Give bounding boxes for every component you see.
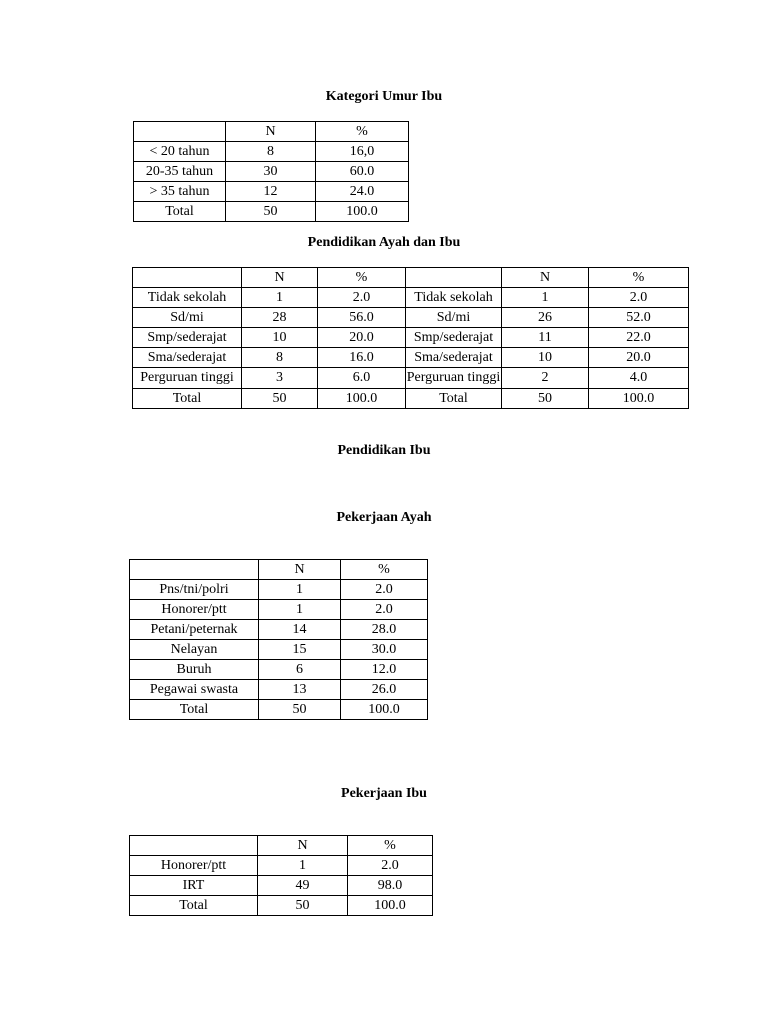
table-cell: 22.0: [589, 328, 689, 348]
table-cell: 8: [242, 348, 318, 368]
header-cell: N: [258, 836, 348, 856]
table-cell: 8: [226, 142, 316, 162]
table-header-row: [130, 836, 433, 856]
table-cell: Sma/sederajat: [406, 348, 502, 368]
table-row: [130, 660, 428, 680]
table-kategori-umur-ibu: [133, 121, 409, 222]
table-cell: 4.0: [589, 368, 689, 389]
table-cell: Tidak sekolah: [133, 288, 242, 308]
table-cell: 16.0: [318, 348, 406, 368]
table-row: [130, 600, 428, 620]
table-row: [130, 856, 433, 876]
table-cell: 16,0: [316, 142, 409, 162]
table-cell: Honorer/ptt: [130, 600, 259, 620]
table-row: [133, 348, 689, 368]
header-cell: [406, 268, 502, 288]
table-cell: 24.0: [316, 182, 409, 202]
table-row: [134, 142, 409, 162]
table-cell: 1: [259, 580, 341, 600]
table-body: [134, 122, 409, 222]
table-cell: Total: [406, 389, 502, 409]
table-cell: 28.0: [341, 620, 428, 640]
table-row: [130, 640, 428, 660]
table-cell: 11: [502, 328, 589, 348]
table-cell: Smp/sederajat: [406, 328, 502, 348]
table-cell: Total: [130, 896, 258, 916]
header-cell: %: [589, 268, 689, 288]
title-pendidikan-ayah-dan-ibu: Pendidikan Ayah dan Ibu: [307, 235, 461, 250]
table-cell: 100.0: [348, 896, 433, 916]
table-cell: 26.0: [341, 680, 428, 700]
table-cell: 28: [242, 308, 318, 328]
table-row: [134, 162, 409, 182]
table-row: [133, 389, 689, 409]
header-cell: N: [502, 268, 589, 288]
header-cell: [134, 122, 226, 142]
table-cell: > 35 tahun: [134, 182, 226, 202]
table-row: [134, 182, 409, 202]
table-cell: Sma/sederajat: [133, 348, 242, 368]
table-cell: 26: [502, 308, 589, 328]
header-cell: [130, 836, 258, 856]
table-cell: 50: [259, 700, 341, 720]
table-cell: Buruh: [130, 660, 259, 680]
table-cell: 20.0: [318, 328, 406, 348]
header-cell: N: [226, 122, 316, 142]
table-row: [133, 308, 689, 328]
table-cell: 50: [502, 389, 589, 409]
table-cell: Perguruan tinggi: [133, 368, 242, 389]
title-kategori-umur-ibu: Kategori Umur Ibu: [325, 89, 443, 104]
table-row: [130, 680, 428, 700]
table-cell: 52.0: [589, 308, 689, 328]
table-cell: Petani/peternak: [130, 620, 259, 640]
table-cell: 10: [502, 348, 589, 368]
table-cell: 49: [258, 876, 348, 896]
table-pendidikan-ayah-dan-ibu: [132, 267, 689, 409]
table-row: [133, 288, 689, 308]
table-cell: Total: [133, 389, 242, 409]
table-cell: 2: [502, 368, 589, 389]
table-cell: 1: [502, 288, 589, 308]
table-pekerjaan-ayah: [129, 559, 428, 720]
table-cell: 56.0: [318, 308, 406, 328]
table-row: [130, 876, 433, 896]
title-pekerjaan-ibu: Pekerjaan Ibu: [341, 786, 427, 801]
table-cell: Total: [130, 700, 259, 720]
table-cell: 50: [258, 896, 348, 916]
table-cell: 100.0: [341, 700, 428, 720]
table-cell: 50: [242, 389, 318, 409]
table-row: [133, 368, 689, 389]
table-cell: 14: [259, 620, 341, 640]
table-cell: < 20 tahun: [134, 142, 226, 162]
table-cell: 1: [259, 600, 341, 620]
table-cell: 100.0: [318, 389, 406, 409]
table-cell: 12: [226, 182, 316, 202]
header-cell: N: [242, 268, 318, 288]
table-cell: 1: [242, 288, 318, 308]
table-cell: 10: [242, 328, 318, 348]
table-cell: 12.0: [341, 660, 428, 680]
table-cell: 20.0: [589, 348, 689, 368]
table-cell: Pns/tni/polri: [130, 580, 259, 600]
table-cell: 2.0: [341, 600, 428, 620]
title-pendidikan-ibu: Pendidikan Ibu: [337, 443, 431, 458]
table-cell: Nelayan: [130, 640, 259, 660]
table-cell: Honorer/ptt: [130, 856, 258, 876]
table-cell: 1: [258, 856, 348, 876]
header-cell: [133, 268, 242, 288]
table-cell: Perguruan tinggi: [406, 368, 502, 389]
header-cell: %: [348, 836, 433, 856]
table-cell: 6: [259, 660, 341, 680]
table-cell: 20-35 tahun: [134, 162, 226, 182]
table-cell: 100.0: [589, 389, 689, 409]
table-cell: 2.0: [318, 288, 406, 308]
table-cell: Sd/mi: [406, 308, 502, 328]
table-cell: 60.0: [316, 162, 409, 182]
table-body: [133, 268, 689, 409]
table-pekerjaan-ibu: [129, 835, 433, 916]
table-cell: 50: [226, 202, 316, 222]
table-cell: 2.0: [589, 288, 689, 308]
header-cell: %: [341, 560, 428, 580]
table-cell: 2.0: [348, 856, 433, 876]
header-cell: [130, 560, 259, 580]
table-cell: 3: [242, 368, 318, 389]
table-cell: 30: [226, 162, 316, 182]
table-row: [130, 896, 433, 916]
table-cell: Smp/sederajat: [133, 328, 242, 348]
table-cell: Sd/mi: [133, 308, 242, 328]
table-header-row: [130, 560, 428, 580]
table-cell: 13: [259, 680, 341, 700]
table-cell: 15: [259, 640, 341, 660]
table-cell: 98.0: [348, 876, 433, 896]
table-body: [130, 560, 428, 720]
table-body: [130, 836, 433, 916]
table-row: [133, 328, 689, 348]
table-cell: 30.0: [341, 640, 428, 660]
table-cell: 100.0: [316, 202, 409, 222]
header-cell: N: [259, 560, 341, 580]
table-cell: Total: [134, 202, 226, 222]
table-cell: IRT: [130, 876, 258, 896]
table-cell: Pegawai swasta: [130, 680, 259, 700]
table-cell: 2.0: [341, 580, 428, 600]
table-row: [134, 202, 409, 222]
header-cell: %: [318, 268, 406, 288]
header-cell: %: [316, 122, 409, 142]
title-pekerjaan-ayah: Pekerjaan Ayah: [336, 510, 432, 525]
table-header-row: [134, 122, 409, 142]
table-row: [130, 580, 428, 600]
table-cell: Tidak sekolah: [406, 288, 502, 308]
table-header-row: [133, 268, 689, 288]
table-cell: 6.0: [318, 368, 406, 389]
table-row: [130, 700, 428, 720]
table-row: [130, 620, 428, 640]
